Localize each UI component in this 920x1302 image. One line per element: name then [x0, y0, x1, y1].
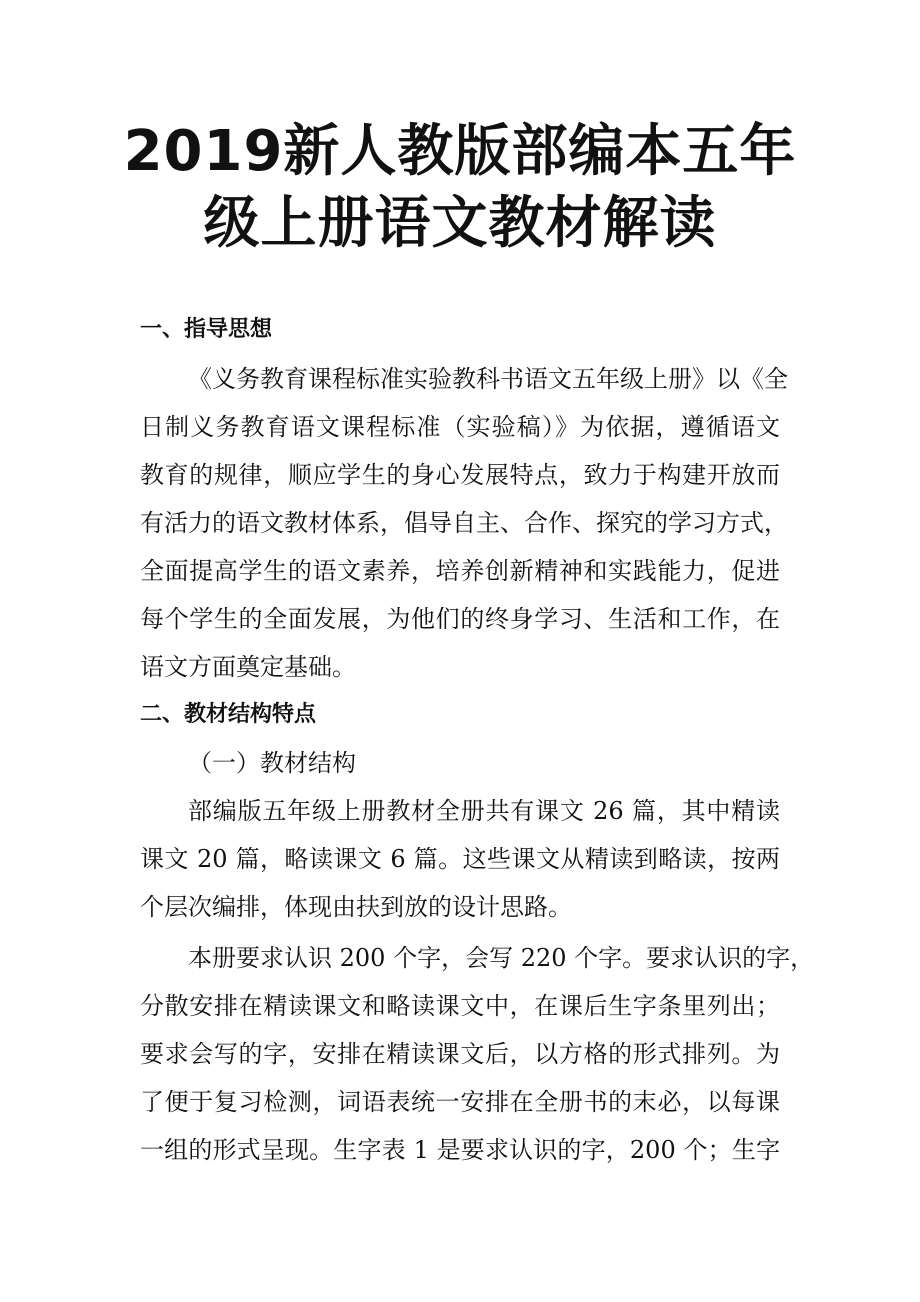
paragraph-line: 了便于复习检测，词语表统一安排在全册书的末必，以每课	[140, 1088, 780, 1116]
paragraph-line: 要求会写的字，安排在精读课文后，以方格的形式排列。为	[140, 1040, 780, 1068]
paragraph-line: 语文方面奠定基础。	[140, 653, 356, 681]
section-heading-textbook-structure: 二、教材结构特点	[140, 702, 317, 727]
paragraph-line: 教育的规律，顺应学生的身心发展特点，致力于构建开放而	[140, 461, 780, 489]
paragraph-line: 个层次编排，体现由扶到放的设计思路。	[140, 893, 572, 921]
document-title-line-2: 级上册语文教材解读	[203, 191, 717, 256]
subsection-heading: （一）教材结构	[188, 749, 356, 777]
paragraph-line: 分散安排在精读课文和略读课文中，在课后生字条里列出；	[140, 992, 780, 1020]
paragraph-line: 一组的形式呈现。生字表 1 是要求认识的字，200 个；生字	[140, 1136, 780, 1164]
document-title-line-1: 2019新人教版部编本五年	[123, 119, 797, 184]
paragraph-line: 本册要求认识 200 个字，会写 220 个字。要求认识的字，	[188, 944, 815, 972]
paragraph-line: 日制义务教育语文课程标准（实验稿）》为依据，遵循语文	[140, 413, 780, 441]
paragraph-line: 课文 20 篇，略读课文 6 篇。这些课文从精读到略读，按两	[140, 845, 780, 873]
paragraph-line: 每个学生的全面发展，为他们的终身学习、生活和工作，在	[140, 605, 780, 633]
paragraph-line: 全面提高学生的语文素养，培养创新精神和实践能力，促进	[140, 557, 780, 585]
section-heading-guiding-ideology: 一、指导思想	[140, 317, 273, 342]
paragraph-line: 有活力的语文教材体系，倡导自主、合作、探究的学习方式，	[140, 509, 788, 537]
paragraph-line: 部编版五年级上册教材全册共有课文 26 篇，其中精读	[188, 797, 780, 825]
paragraph-line: 《义务教育课程标准实验教科书语文五年级上册》以《全	[188, 365, 788, 393]
